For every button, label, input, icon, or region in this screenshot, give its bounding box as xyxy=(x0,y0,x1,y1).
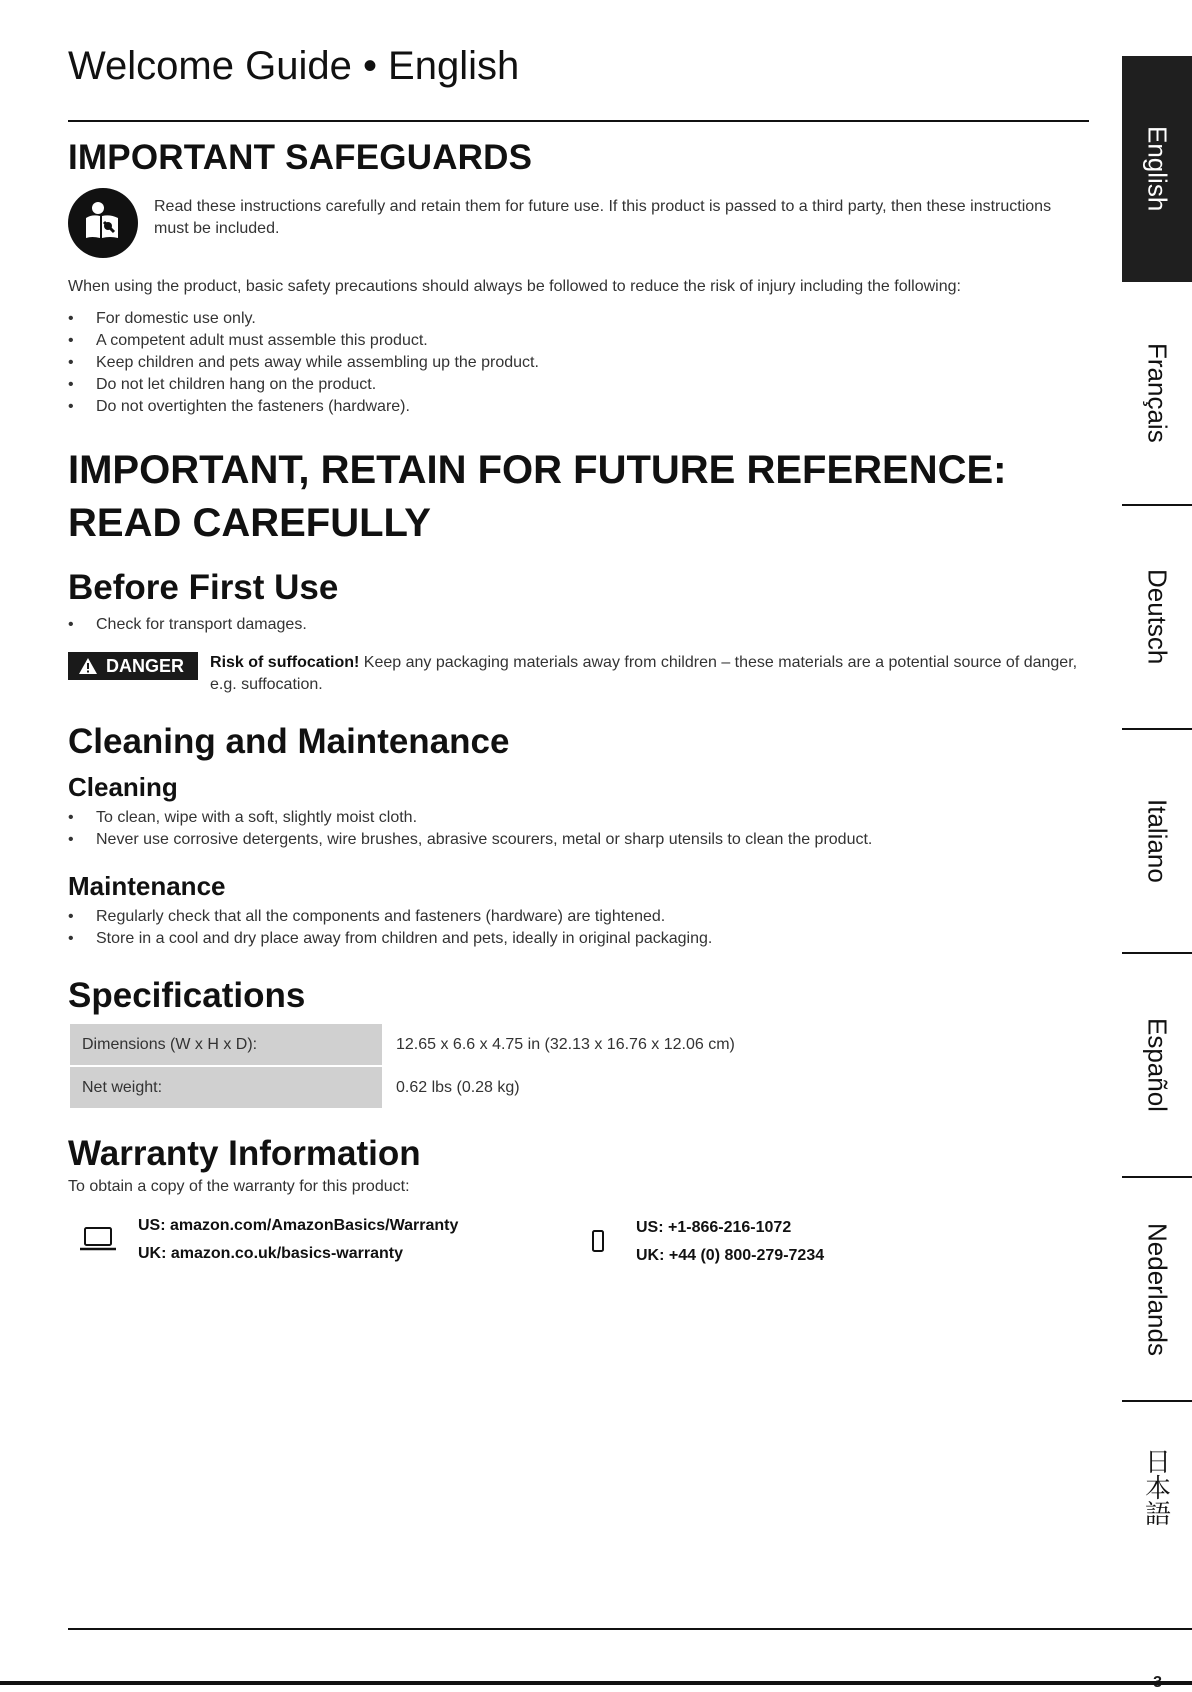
spec-value: 0.62 lbs (0.28 kg) xyxy=(396,1078,520,1096)
tab-label: Deutsch xyxy=(1142,569,1173,665)
spec-label: Net weight: xyxy=(70,1067,382,1108)
retain-heading-2: READ CAREFULLY xyxy=(68,501,431,545)
warranty-phone xyxy=(588,1212,824,1270)
header-rule xyxy=(68,120,1089,122)
phone-icon xyxy=(588,1226,608,1256)
maintenance-heading: Maintenance xyxy=(68,871,226,901)
tab-japanese[interactable] xyxy=(1122,1402,1192,1572)
list-item: • To clean, wipe with a soft, slightly moist cloth. xyxy=(68,807,1088,829)
danger-badge xyxy=(68,652,198,680)
tab-label: Español xyxy=(1142,1018,1173,1112)
tab-label: English xyxy=(1142,126,1173,212)
warning-icon xyxy=(78,657,98,675)
cleaning-list xyxy=(68,807,1088,851)
safeguards-heading: IMPORTANT SAFEGUARDS xyxy=(68,138,533,177)
warranty-intro: To obtain a copy of the warranty for this product: xyxy=(68,1178,410,1195)
main-content xyxy=(68,138,1088,1270)
tab-francais[interactable] xyxy=(1122,282,1192,504)
tab-deutsch[interactable] xyxy=(1122,506,1192,728)
warranty-phone-us: US: +1-866-216-1072 xyxy=(636,1219,792,1236)
warranty-contacts xyxy=(68,1212,1088,1270)
tab-label: Nederlands xyxy=(1142,1222,1173,1356)
specifications-heading: Specifications xyxy=(68,976,306,1015)
safeguards-list xyxy=(68,308,1088,418)
maintenance-list xyxy=(68,906,1088,950)
warranty-web-uk: UK: amazon.co.uk/basics-warranty xyxy=(138,1245,403,1262)
tab-english[interactable] xyxy=(1122,56,1192,282)
list-item: • For domestic use only. xyxy=(68,308,1088,330)
warranty-web-us: US: amazon.com/AmazonBasics/Warranty xyxy=(138,1217,459,1234)
danger-label: DANGER xyxy=(106,655,185,676)
list-item: • Do not let children hang on the product. xyxy=(68,374,1088,396)
warranty-phone-uk: UK: +44 (0) 800-279-7234 xyxy=(636,1247,825,1264)
tab-label: Italiano xyxy=(1142,799,1173,883)
danger-strong: Risk of suffocation! xyxy=(210,654,360,671)
warranty-heading: Warranty Information xyxy=(68,1134,421,1173)
tab-label: Français xyxy=(1142,343,1173,443)
cleaning-heading: Cleaning xyxy=(68,772,178,802)
before-first-use-heading: Before First Use xyxy=(68,568,339,607)
specifications-table xyxy=(68,1022,1010,1110)
before-first-use-list xyxy=(68,614,1088,636)
spec-value: 12.65 x 6.6 x 4.75 in (32.13 x 16.76 x 12.06 cm) xyxy=(396,1035,735,1053)
danger-body: Keep any packaging materials away from children – these materials are a potential source of danger, e.g. suffocation. xyxy=(210,654,1078,693)
safeguards-lead: When using the product, basic safety precautions should always be followed to reduce the risk of injury including the following: xyxy=(68,278,961,295)
safeguards-intro-text: Read these instructions carefully and retain them for future use. If this product is passed to a third party, then these instructions must be included. xyxy=(154,198,1052,237)
tab-label: 日本語 xyxy=(1141,1448,1172,1526)
danger-text xyxy=(210,652,1080,696)
read-manual-icon xyxy=(68,188,138,258)
cleaning-maintenance-heading: Cleaning and Maintenance xyxy=(68,722,510,761)
list-item: • Never use corrosive detergents, wire brushes, abrasive scourers, metal or sharp utensils to clean the product. xyxy=(68,829,1088,851)
safeguards-intro-row xyxy=(68,188,1088,258)
language-sidebar xyxy=(1122,56,1192,1576)
tab-espanol[interactable] xyxy=(1122,954,1192,1176)
danger-notice xyxy=(68,652,1088,696)
table-row xyxy=(70,1024,1008,1065)
retain-heading-1: IMPORTANT, RETAIN FOR FUTURE REFERENCE: xyxy=(68,448,1007,492)
footer-rule xyxy=(68,1628,1192,1630)
list-item: • Check for transport damages. xyxy=(68,614,1088,636)
laptop-icon xyxy=(78,1224,118,1254)
bottom-edge-bar xyxy=(0,1681,1192,1685)
table-row xyxy=(70,1067,1008,1108)
list-item: • Keep children and pets away while assembling up the product. xyxy=(68,352,1088,374)
tab-nederlands[interactable] xyxy=(1122,1178,1192,1400)
spec-label: Dimensions (W x H x D): xyxy=(70,1024,382,1065)
list-item: • A competent adult must assemble this product. xyxy=(68,330,1088,352)
warranty-web xyxy=(68,1212,588,1270)
tab-italiano[interactable] xyxy=(1122,730,1192,952)
list-item: • Store in a cool and dry place away from children and pets, ideally in original packaging. xyxy=(68,928,1088,950)
list-item: • Regularly check that all the components and fasteners (hardware) are tightened. xyxy=(68,906,1088,928)
page-title: Welcome Guide • English xyxy=(68,44,520,88)
list-item: • Do not overtighten the fasteners (hardware). xyxy=(68,396,1088,418)
